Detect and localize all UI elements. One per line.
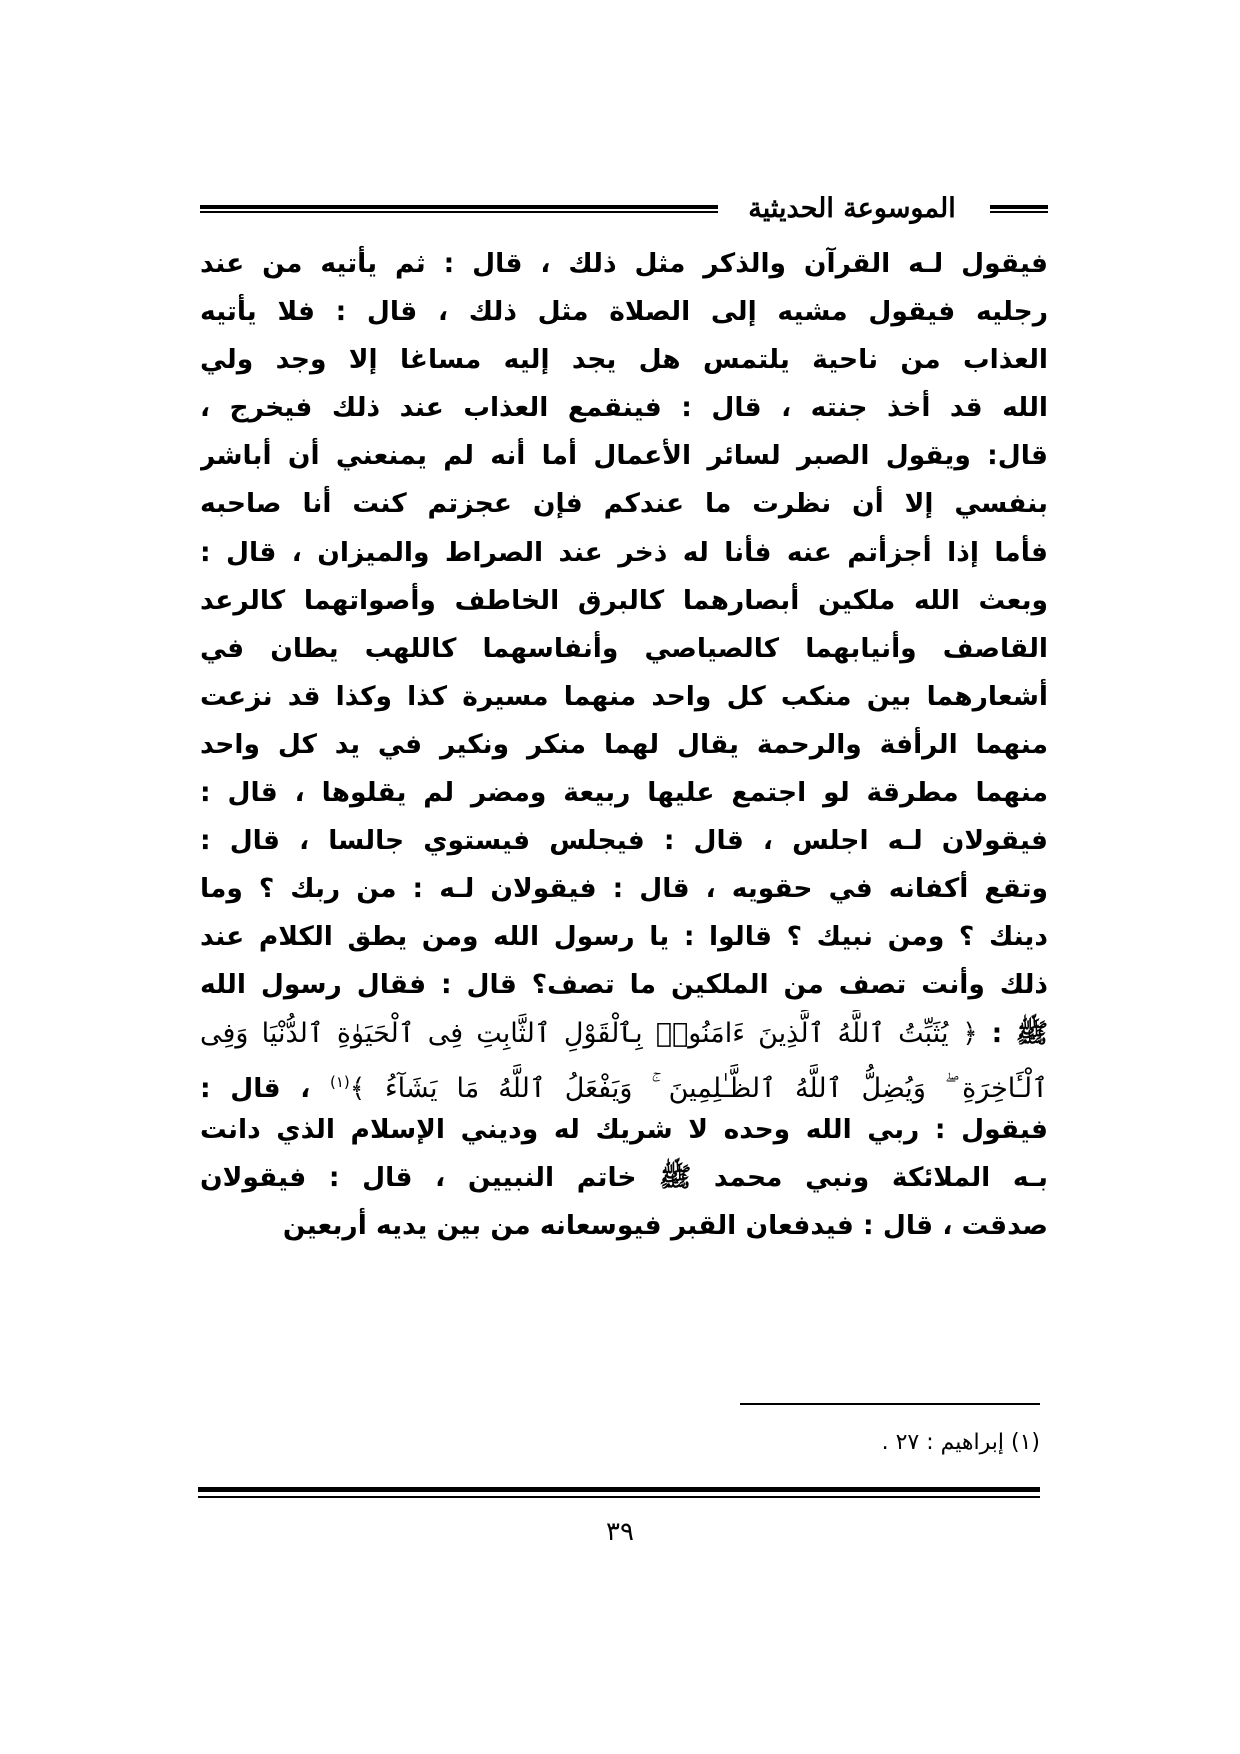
salawat-mark: ﷺ : [991, 1017, 1048, 1049]
footnote-reference: (١) [329, 1072, 350, 1091]
text-line: الله قد أخذ جنته ، قال : فينقمع العذاب عند ذلك فيخرج ، [200, 392, 1048, 424]
text-line: فيقول : ربي الله وحده لا شريك له وديني الإسلام الذي دانت [200, 1113, 1048, 1145]
quran-verse-text: ٱلْـَٔاخِرَةِ ۖ وَيُضِلُّ ٱللَّهُ ٱلظَّـٰلِمِينَ ۚ وَيَفْعَلُ ٱللَّهُ مَا يَشَآءُ [384, 1072, 1048, 1104]
text-line: أشعارهما بين منكب كل واحد منهما مسيرة كذا وكذا قد نزعت [200, 680, 1048, 712]
text-line: العذاب من ناحية يلتمس هل يجد إليه مساغا إلا وجد ولي [200, 344, 1048, 376]
text-line: ذلك وأنت تصف من الملكين ما تصف؟ قال : فقال رسول الله [200, 969, 1048, 1001]
bottom-double-rule [198, 1487, 1040, 1501]
text-line: بنفسي إلا أن نظرت ما عندكم فإن عجزتم كنت أنا صاحبه [200, 488, 1048, 520]
text-line: وتقع أكفانه في حقويه ، قال : فيقولان لـه : من ربك ؟ وما [200, 873, 1048, 905]
text-line: وبعث الله ملكين أبصارهما كالبرق الخاطف وأصواتهما كالرعد [200, 584, 1048, 616]
book-title: الموسوعة الحديثية [748, 193, 956, 224]
text-line: القاصف وأنيابهما كالصياصي وأنفاسهما كاللهب يطان في [200, 632, 1048, 664]
ornate-close-bracket: ﴾ [349, 1072, 366, 1104]
text-line: منهما الرأفة والرحمة يقال لهما منكر ونكير في يد كل واحد [200, 728, 1048, 760]
footnote-separator [740, 1403, 1040, 1405]
text-line: دينك ؟ ومن نبيك ؟ قالوا : يا رسول الله ومن يطق الكلام عند [200, 921, 1048, 953]
text-line: فيقول لـه القرآن والذكر مثل ذلك ، قال : ثم يأتيه من عند [200, 248, 1048, 279]
footnote: (١) إبراهيم : ٢٧ . [881, 1430, 1040, 1455]
quran-verse-line [200, 1010, 1048, 1058]
header-rule-long [200, 205, 718, 213]
text-line: فيقولان لـه اجلس ، قال : فيجلس فيستوي جالسا ، قال : [200, 825, 1048, 857]
text-line: فأما إذا أجزأتم عنه فأنا له ذخر عند الصراط والميزان ، قال : [200, 536, 1048, 568]
main-text [200, 240, 1048, 1250]
header-rule-short [990, 205, 1048, 213]
text-line: منهما مطرقة لو اجتمع عليها ربيعة ومضر لم يقلوها ، قال : [200, 777, 1048, 809]
text-line: قال: ويقول الصبر لسائر الأعمال أما أنه لم يمنعني أن أباشر [200, 440, 1048, 472]
text-line: بـه الملائكة ونبي محمد ﷺ خاتم النبيين ، قال : فيقولان [200, 1161, 1048, 1193]
quran-verse-text: يُثَبِّتُ ٱللَّهُ ٱلَّذِينَ ءَامَنُوا۟ بِٱلْقَوْلِ ٱلثَّابِتِ فِى ٱلْحَيَوٰةِ ٱلدُّنْيَا وَفِى [200, 1017, 949, 1049]
verse-suffix: ، قال : [200, 1072, 311, 1104]
text-line: صدقت ، قال : فيدفعان القبر فيوسعانه من بين يديه أربعين [282, 1209, 1048, 1241]
page-number: ٣٩ [606, 1517, 634, 1547]
running-header [200, 192, 1048, 226]
ornate-open-bracket: ﴿ [962, 1017, 978, 1049]
quran-verse-line [200, 1058, 1048, 1106]
text-line: رجليه فيقول مشيه إلى الصلاة مثل ذلك ، قال : فلا يأتيه [200, 296, 1048, 328]
